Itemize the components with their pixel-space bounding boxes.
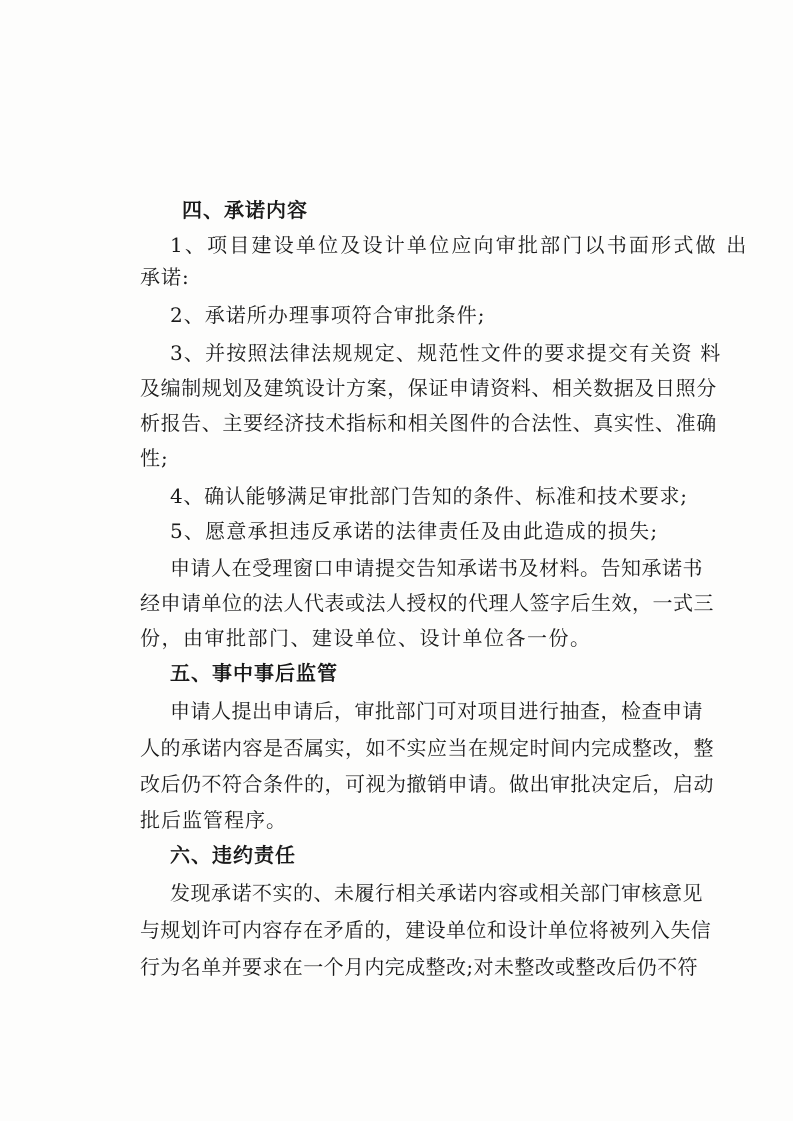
item-3-line-2: 及编制规划及建筑设计方案，保证申请资料、相关数据及日照分 — [140, 376, 717, 400]
item-3-line-4: 性; — [140, 446, 169, 470]
item-4: 4、确认能够满足审批部门告知的条件、标准和技术要求; — [170, 484, 688, 508]
commitment-paragraph-line-1: 申请人在受理窗口申请提交告知承诺书及材料。告知承诺书 — [170, 556, 703, 580]
item-1-line-2: 承诺: — [140, 265, 190, 289]
supervision-line-4: 批后监管程序。 — [140, 808, 287, 832]
supervision-line-2: 人的承诺内容是否属实，如不实应当在规定时间内完成整改，整 — [140, 736, 714, 760]
supervision-line-3: 改后仍不符合条件的，可视为撤销申请。做出审批决定后，启动 — [140, 772, 714, 796]
section-6-heading: 六、违约责任 — [170, 843, 296, 867]
commitment-paragraph-line-2: 经申请单位的法人代表或法人授权的代理人签字后生效，一式三 — [140, 591, 714, 615]
liability-line-2: 与规划许可内容存在矛盾的，建设单位和设计单位将被列入失信 — [140, 918, 712, 942]
item-3-line-1: 3、并按照法律法规规定、规范性文件的要求提交有关资 料 — [170, 341, 722, 365]
item-1-line-1: 1、项目建设单位及设计单位应向审批部门以书面形式做 出 — [170, 233, 749, 257]
liability-line-1: 发现承诺不实的、未履行相关承诺内容或相关部门审核意见 — [170, 881, 703, 905]
liability-line-3: 行为名单并要求在一个月内完成整改;对未整改或整改后仍不符 — [140, 955, 698, 979]
supervision-line-1: 申请人提出申请后，审批部门可对项目进行抽查，检查申请 — [170, 699, 703, 723]
item-2: 2、承诺所办理事项符合审批条件; — [170, 303, 486, 327]
item-5: 5、愿意承担违反承诺的法律责任及由此造成的损失; — [170, 519, 659, 543]
item-3-line-3: 析报告、主要经济技术指标和相关图件的合法性、真实性、准确 — [140, 411, 717, 435]
section-5-heading: 五、事中事后监管 — [170, 661, 338, 685]
section-4-heading: 四、承诺内容 — [182, 198, 308, 222]
commitment-paragraph-line-3: 份，由审批部门、建设单位、设计单位各一份。 — [140, 626, 592, 650]
